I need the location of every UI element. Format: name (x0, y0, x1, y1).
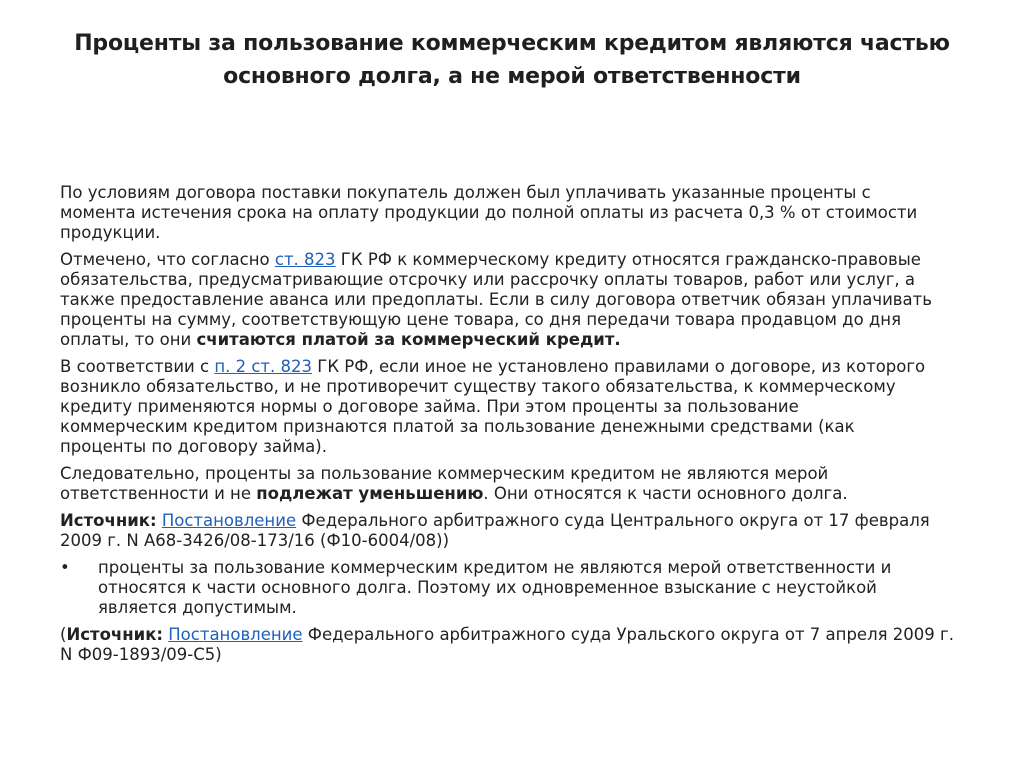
title-line-2: основного долга, а не мерой ответственности (223, 64, 801, 89)
text-line (60, 484, 980, 504)
text-line: коммерческим кредитом признаются платой за пользование денежными средствами (как (60, 417, 855, 436)
text-line: обязательства, предусматривающие отсрочку или рассрочку оплаты товаров, работ или услуг, а (60, 270, 915, 289)
text-line: проценты за пользование коммерческим кредитом не являются мерой ответственности и (98, 558, 892, 577)
slide-content (60, 183, 980, 672)
text-line: Следовательно, проценты за пользование коммерческим кредитом не являются мерой (60, 464, 829, 483)
text-line: N Ф09-1893/09-С5) (60, 645, 222, 664)
paragraph-source-central (60, 511, 980, 551)
paragraph-conclusion (60, 464, 980, 504)
text-fragment: ( (60, 625, 67, 644)
text-fragment: Отмечено, что согласно (60, 250, 275, 269)
text-line: кредиту применяются нормы о договоре займа. При этом проценты за пользование (60, 397, 799, 416)
text-line: также предоставление аванса или предоплаты. Если в силу договора ответчик обязан уплачивать (60, 290, 932, 309)
text-fragment: оплаты, то они (60, 330, 197, 349)
text-line: продукции. (60, 223, 161, 242)
bold-fragment: подлежат уменьшению (256, 484, 484, 503)
text-fragment: . Они относятся к части основного долга. (483, 484, 848, 503)
paragraph-source-ural (60, 625, 980, 665)
text-fragment: ГК РФ, если иное не установлено правилами о договоре, из которого (312, 357, 926, 376)
text-line (60, 511, 980, 531)
text-fragment: В соответствии с (60, 357, 215, 376)
text-line: 2009 г. N А68-3426/08-173/16 (Ф10-6004/08)) (60, 531, 450, 550)
paragraph-loan-rules (60, 357, 980, 457)
text-line: относятся к части основного долга. Поэтому их одновременное взыскание с неустойкой (98, 578, 877, 597)
slide-title (60, 27, 964, 93)
text-line: момента истечения срока на оплату продукции до полной оплаты из расчета 0,3 % от стоимости (60, 203, 918, 222)
bullet-marker: • (60, 558, 70, 577)
text-fragment: Федерального арбитражного суда Уральского округа от 7 апреля 2009 г. (302, 625, 954, 644)
article-823-link[interactable]: ст. 823 (274, 250, 336, 269)
resolution-link-ural[interactable]: Постановление (168, 625, 303, 644)
article-823-p2-link[interactable]: п. 2 ст. 823 (214, 357, 313, 376)
text-line: проценты по договору займа). (60, 437, 327, 456)
bullet-item (60, 558, 980, 618)
resolution-link-central[interactable]: Постановление (161, 511, 297, 530)
text-line (60, 250, 980, 270)
title-line-1: Проценты за пользование коммерческим кредитом являются частью (74, 31, 950, 56)
text-fragment: ответственности и не (60, 484, 257, 503)
text-fragment: ГК РФ к коммерческому кредиту относятся гражданско-правовые (335, 250, 921, 269)
text-line: По условиям договора поставки покупатель должен был уплачивать указанные проценты с (60, 183, 871, 202)
text-line (60, 357, 980, 377)
paragraph-commercial-credit (60, 250, 980, 350)
text-line: проценты на сумму, соответствующую цене товара, со дня передачи товара продавцом до дня (60, 310, 902, 329)
text-line: возникло обязательство, и не противоречит существу такого обязательства, к коммерческому (60, 377, 896, 396)
text-line (60, 625, 980, 645)
text-line: является допустимым. (98, 598, 297, 617)
source-label: Источник: (66, 625, 164, 644)
paragraph-contract-terms (60, 183, 980, 243)
bold-fragment: считаются платой за коммерческий кредит. (196, 330, 621, 349)
source-label: Источник: (60, 511, 157, 530)
text-fragment: Федерального арбитражного суда Центрального округа от 17 февраля (296, 511, 930, 530)
text-line (60, 330, 980, 350)
